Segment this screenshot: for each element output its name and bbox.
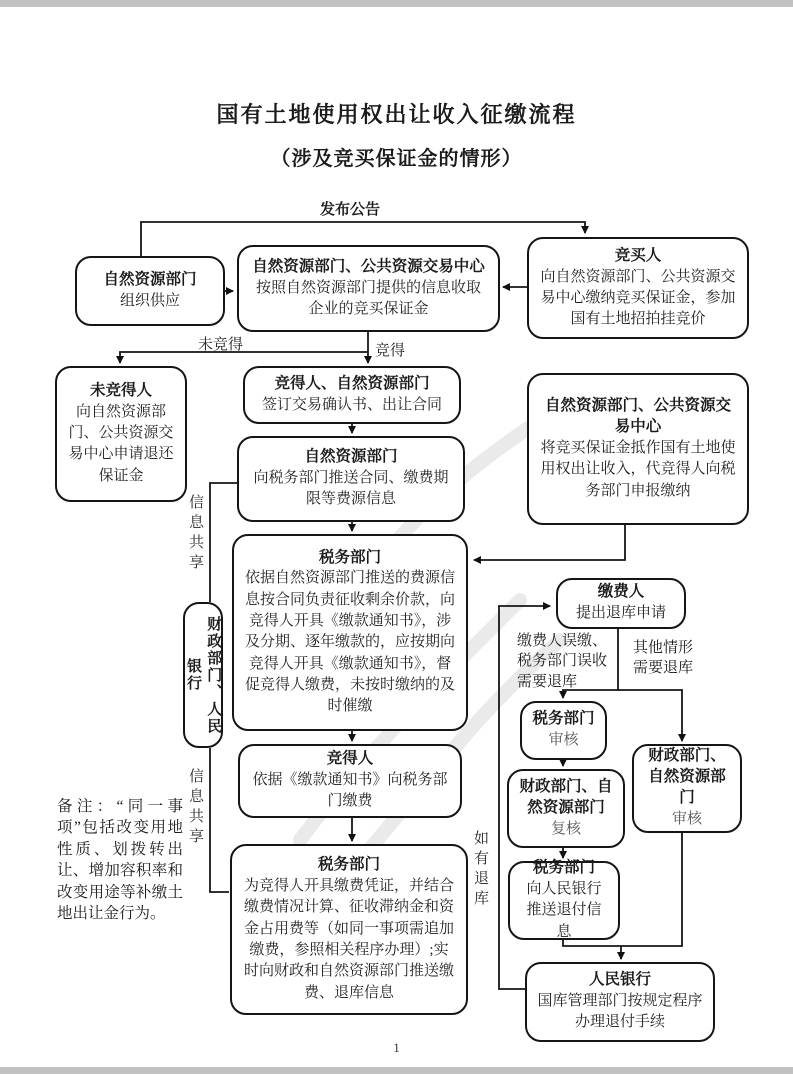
node-body: 国库管理部门按规定程序办理退付手续: [537, 993, 703, 1031]
node-payer-refund-request: [556, 578, 686, 629]
page-title: 国有土地使用权出让收入征缴流程: [216, 102, 577, 127]
node-finance-recheck: [507, 769, 625, 848]
label-other-refund: 其他情形需要退库: [633, 640, 694, 677]
note-remark: 备注：“同一事项”包括改变用地性质、划拨转出让、增加容积率和改变用途等补缴土地出让金行为。: [57, 798, 183, 922]
node-body: 审核: [671, 811, 702, 828]
node-title: 自然资源部门: [304, 448, 398, 466]
node-title: 未竞得人: [89, 381, 152, 399]
node-title: 人民银行: [588, 971, 651, 989]
label-won: 竞得: [375, 343, 406, 359]
node-body: 将竞买保证金抵作国有土地使用权出让收入，代竞得人向税务部门申报缴纳: [540, 439, 736, 499]
node-body: 向自然资源部门、公共资源交易中心申请退还保证金: [68, 403, 174, 484]
node-title: 竞得人、自然资源部门: [274, 374, 430, 392]
node-body: 向人民银行推送退付信息: [526, 881, 602, 940]
page-subtitle: （涉及竞买保证金的情形）: [270, 148, 523, 170]
label-not-won: 未竞得: [198, 337, 244, 353]
label-info-share-top: 信息共享: [187, 494, 203, 574]
node-title: 自然资源部门: [103, 270, 197, 288]
node-title: 财政部门、人民银行: [185, 615, 222, 735]
node-title: 税务部门: [318, 548, 381, 566]
node-finance-review: [632, 744, 742, 833]
node-body: 提出退库申请: [575, 605, 666, 622]
node-push-fee-info: [237, 436, 465, 522]
node-body: 按照自然资源部门提供的信息收取企业的竞买保证金: [255, 279, 481, 317]
node-title: 税务部门: [317, 856, 380, 874]
node-title: 缴费人: [597, 583, 645, 601]
node-deposit-offset: [527, 373, 749, 525]
node-body: 复核: [550, 820, 581, 837]
node-non-winner: [55, 366, 187, 502]
node-finance-peoples-bank: [183, 602, 223, 748]
page-edge-top: [0, 0, 793, 7]
node-title: 税务部门: [532, 710, 595, 728]
node-tax-voucher: [230, 844, 468, 1015]
node-body: 依据《缴款通知书》向税务部门缴费: [252, 772, 448, 810]
label-info-share-bottom: 信息共享: [187, 768, 203, 848]
node-bidder: [527, 237, 749, 339]
node-title: 竞得人: [326, 750, 374, 768]
label-publish-notice: 发布公告: [319, 202, 380, 218]
node-body: 组织供应: [119, 292, 180, 309]
node-natural-resources-supply: [75, 256, 225, 326]
node-collect-deposit: [237, 245, 500, 332]
node-title: 财政部门、自然资源部门: [648, 747, 726, 807]
node-body: 向自然资源部门、公共资源交易中心缴纳竞买保证金，参加国有土地招拍挂竞价: [540, 268, 736, 328]
node-body: 审核: [548, 732, 579, 749]
label-mispaid-refund: 缴费人误缴、税务部门误收需要退库: [517, 633, 608, 690]
node-body: 为竞得人开具缴费凭证，并结合缴费情况计算、征收滞纳金和资金占用费等（如同一事项需追加缴费，参照相关程序办理）;实时向财政和自然资源部门推送缴费、退库信息: [243, 878, 454, 1001]
node-peoples-bank: [525, 962, 715, 1042]
node-body: 向税务部门推送合同、缴费期限等费源信息: [253, 470, 449, 508]
node-title: 自然资源部门、公共资源交易中心: [252, 257, 485, 275]
label-if-refund: 如有退库: [472, 830, 488, 910]
node-sign-contract: [243, 366, 461, 424]
page-edge-bottom: [0, 1067, 793, 1074]
node-title: 竞买人: [614, 246, 662, 264]
node-winner-pay: [238, 744, 462, 818]
node-title: 税务部门: [532, 859, 595, 877]
node-tax-collect: [232, 534, 468, 731]
node-body: 依据自然资源部门推送的费源信息按合同负责征收剩余价款，向竞得人开具《缴款通知书》，涉及分期、逐年缴款的，应按期向竞得人开具《缴款通知书》，督促竞得人缴费，未按时缴纳的及时催缴: [244, 570, 455, 715]
node-title: 自然资源部门、公共资源交易中心: [544, 397, 731, 436]
node-title: 财政部门、自然资源部门: [519, 777, 613, 816]
node-body: 签订交易确认书、出让合同: [261, 396, 442, 413]
page-number: 1: [393, 1040, 400, 1055]
node-tax-review: [520, 701, 607, 760]
node-refund-push: [508, 861, 620, 940]
